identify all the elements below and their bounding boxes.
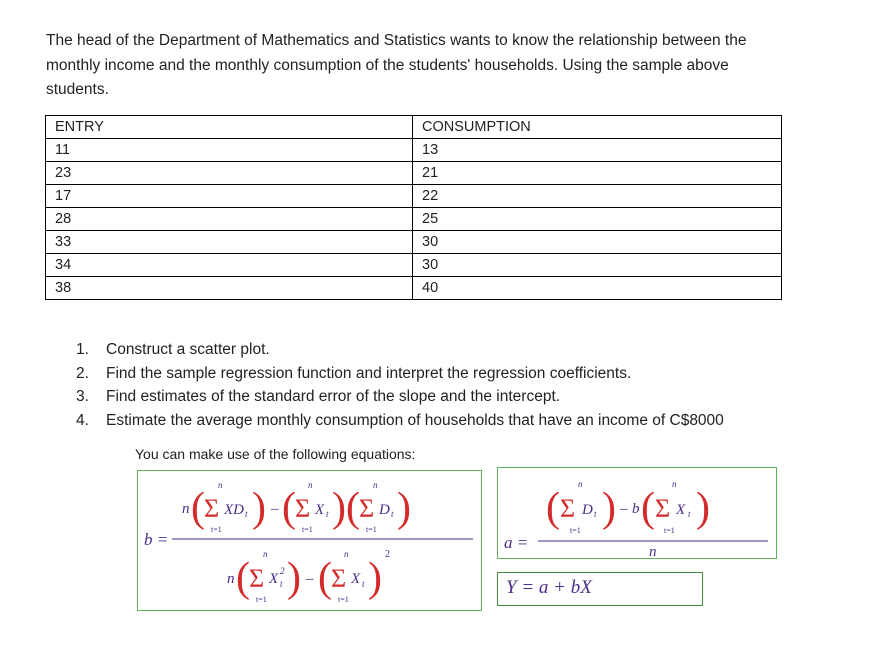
denominator-n: n: [227, 571, 235, 587]
table-row: [46, 162, 782, 185]
svg-text:t: t: [362, 579, 365, 589]
header-consumption: CONSUMPTION: [413, 116, 782, 139]
svg-text:n: n: [218, 480, 223, 490]
cell-entry: 33: [46, 231, 413, 254]
svg-text:–: –: [620, 501, 628, 517]
svg-text:): ): [368, 555, 382, 601]
svg-text:t=1: t=1: [256, 595, 267, 604]
table-row: [46, 254, 782, 277]
slope-lhs: b =: [144, 530, 169, 549]
svg-text:(: (: [236, 555, 250, 601]
list-item: 3. Find estimates of the standard error of the slope and the intercept.: [76, 388, 561, 406]
svg-text:D: D: [379, 502, 390, 518]
svg-text:(: (: [191, 485, 205, 531]
cell-consumption: 21: [413, 162, 782, 185]
svg-text:): ): [696, 485, 710, 531]
svg-text:(: (: [318, 555, 332, 601]
table-row: [46, 185, 782, 208]
intercept-formula-box: [497, 467, 777, 559]
svg-text:): ): [397, 485, 411, 531]
svg-text:2: 2: [385, 549, 390, 560]
svg-text:t=1: t=1: [570, 526, 581, 535]
table-row: [46, 231, 782, 254]
list-item: 1. Construct a scatter plot.: [76, 341, 270, 358]
cell-entry: 28: [46, 208, 413, 231]
svg-text:X: X: [315, 502, 325, 518]
cell-entry: 38: [46, 277, 413, 300]
intro-paragraph: The head of the Department of Mathematics and Statistics wants to know the relationship between the monthly income and the monthly consumption of the students' households. Using the sample above students.: [46, 32, 747, 98]
list-item: 4. Estimate the average monthly consumption of households that have an income of C$8000: [76, 412, 724, 430]
svg-text:t=1: t=1: [664, 526, 675, 535]
cell-entry: 11: [46, 139, 413, 162]
svg-text:n: n: [649, 544, 657, 560]
sigma-icon: Σ: [204, 494, 220, 523]
svg-text:t=1: t=1: [366, 525, 377, 534]
sigma-icon: Σ: [295, 494, 311, 523]
cell-consumption: 13: [413, 139, 782, 162]
table-row: [46, 208, 782, 231]
numerator-n: n: [182, 501, 190, 517]
sigma-icon: Σ: [359, 494, 375, 523]
svg-text:n: n: [578, 479, 583, 489]
intercept-formula: [498, 468, 776, 558]
svg-text:n: n: [308, 480, 313, 490]
svg-text:b: b: [632, 501, 640, 517]
cell-consumption: 25: [413, 208, 782, 231]
svg-text:XD: XD: [224, 502, 244, 518]
equations-caption: You can make use of the following equations:: [135, 446, 416, 462]
sigma-icon: Σ: [249, 564, 265, 593]
svg-text:t: t: [245, 509, 248, 519]
svg-text:): ): [252, 485, 266, 531]
header-entry: ENTRY: [46, 116, 413, 139]
svg-text:X: X: [676, 502, 686, 518]
data-table: [45, 115, 782, 300]
svg-text:t: t: [280, 579, 283, 589]
svg-text:(: (: [641, 485, 655, 531]
slope-formula: [138, 471, 481, 610]
table-row: [46, 277, 782, 300]
list-item: 2. Find the sample regression function and interpret the regression coefficients.: [76, 364, 632, 382]
svg-text:): ): [332, 485, 346, 531]
svg-text:D: D: [582, 502, 593, 518]
svg-text:t=1: t=1: [211, 525, 222, 534]
table-row: [46, 139, 782, 162]
svg-text:(: (: [282, 485, 296, 531]
sigma-icon: Σ: [560, 494, 576, 523]
svg-text:n: n: [672, 479, 677, 489]
sigma-icon: Σ: [655, 494, 671, 523]
svg-text:): ): [287, 555, 301, 601]
svg-text:(: (: [546, 485, 560, 531]
cell-consumption: 40: [413, 277, 782, 300]
svg-text:–: –: [306, 571, 314, 587]
regression-line-equation: Y = a + bX: [506, 577, 592, 598]
regression-line-box: [497, 572, 703, 606]
question-list: [76, 338, 724, 433]
svg-text:n: n: [373, 480, 378, 490]
svg-text:t: t: [688, 509, 691, 519]
slope-formula-box: [137, 470, 482, 611]
svg-text:t: t: [391, 509, 394, 519]
svg-text:(: (: [346, 485, 360, 531]
cell-entry: 34: [46, 254, 413, 277]
svg-text:–: –: [271, 501, 279, 517]
cell-consumption: 22: [413, 185, 782, 208]
cell-entry: 23: [46, 162, 413, 185]
svg-text:): ): [602, 485, 616, 531]
cell-consumption: 30: [413, 231, 782, 254]
svg-text:2: 2: [280, 566, 285, 576]
intercept-lhs: a =: [504, 533, 529, 552]
sigma-icon: Σ: [331, 564, 347, 593]
svg-text:t=1: t=1: [338, 595, 349, 604]
svg-text:X: X: [269, 571, 279, 587]
svg-text:t=1: t=1: [302, 525, 313, 534]
cell-consumption: 30: [413, 254, 782, 277]
cell-entry: 17: [46, 185, 413, 208]
svg-text:n: n: [344, 549, 349, 559]
svg-text:X: X: [351, 571, 361, 587]
svg-text:t: t: [326, 509, 329, 519]
svg-text:n: n: [263, 549, 268, 559]
table-header-row: [46, 116, 782, 139]
svg-text:t: t: [594, 509, 597, 519]
